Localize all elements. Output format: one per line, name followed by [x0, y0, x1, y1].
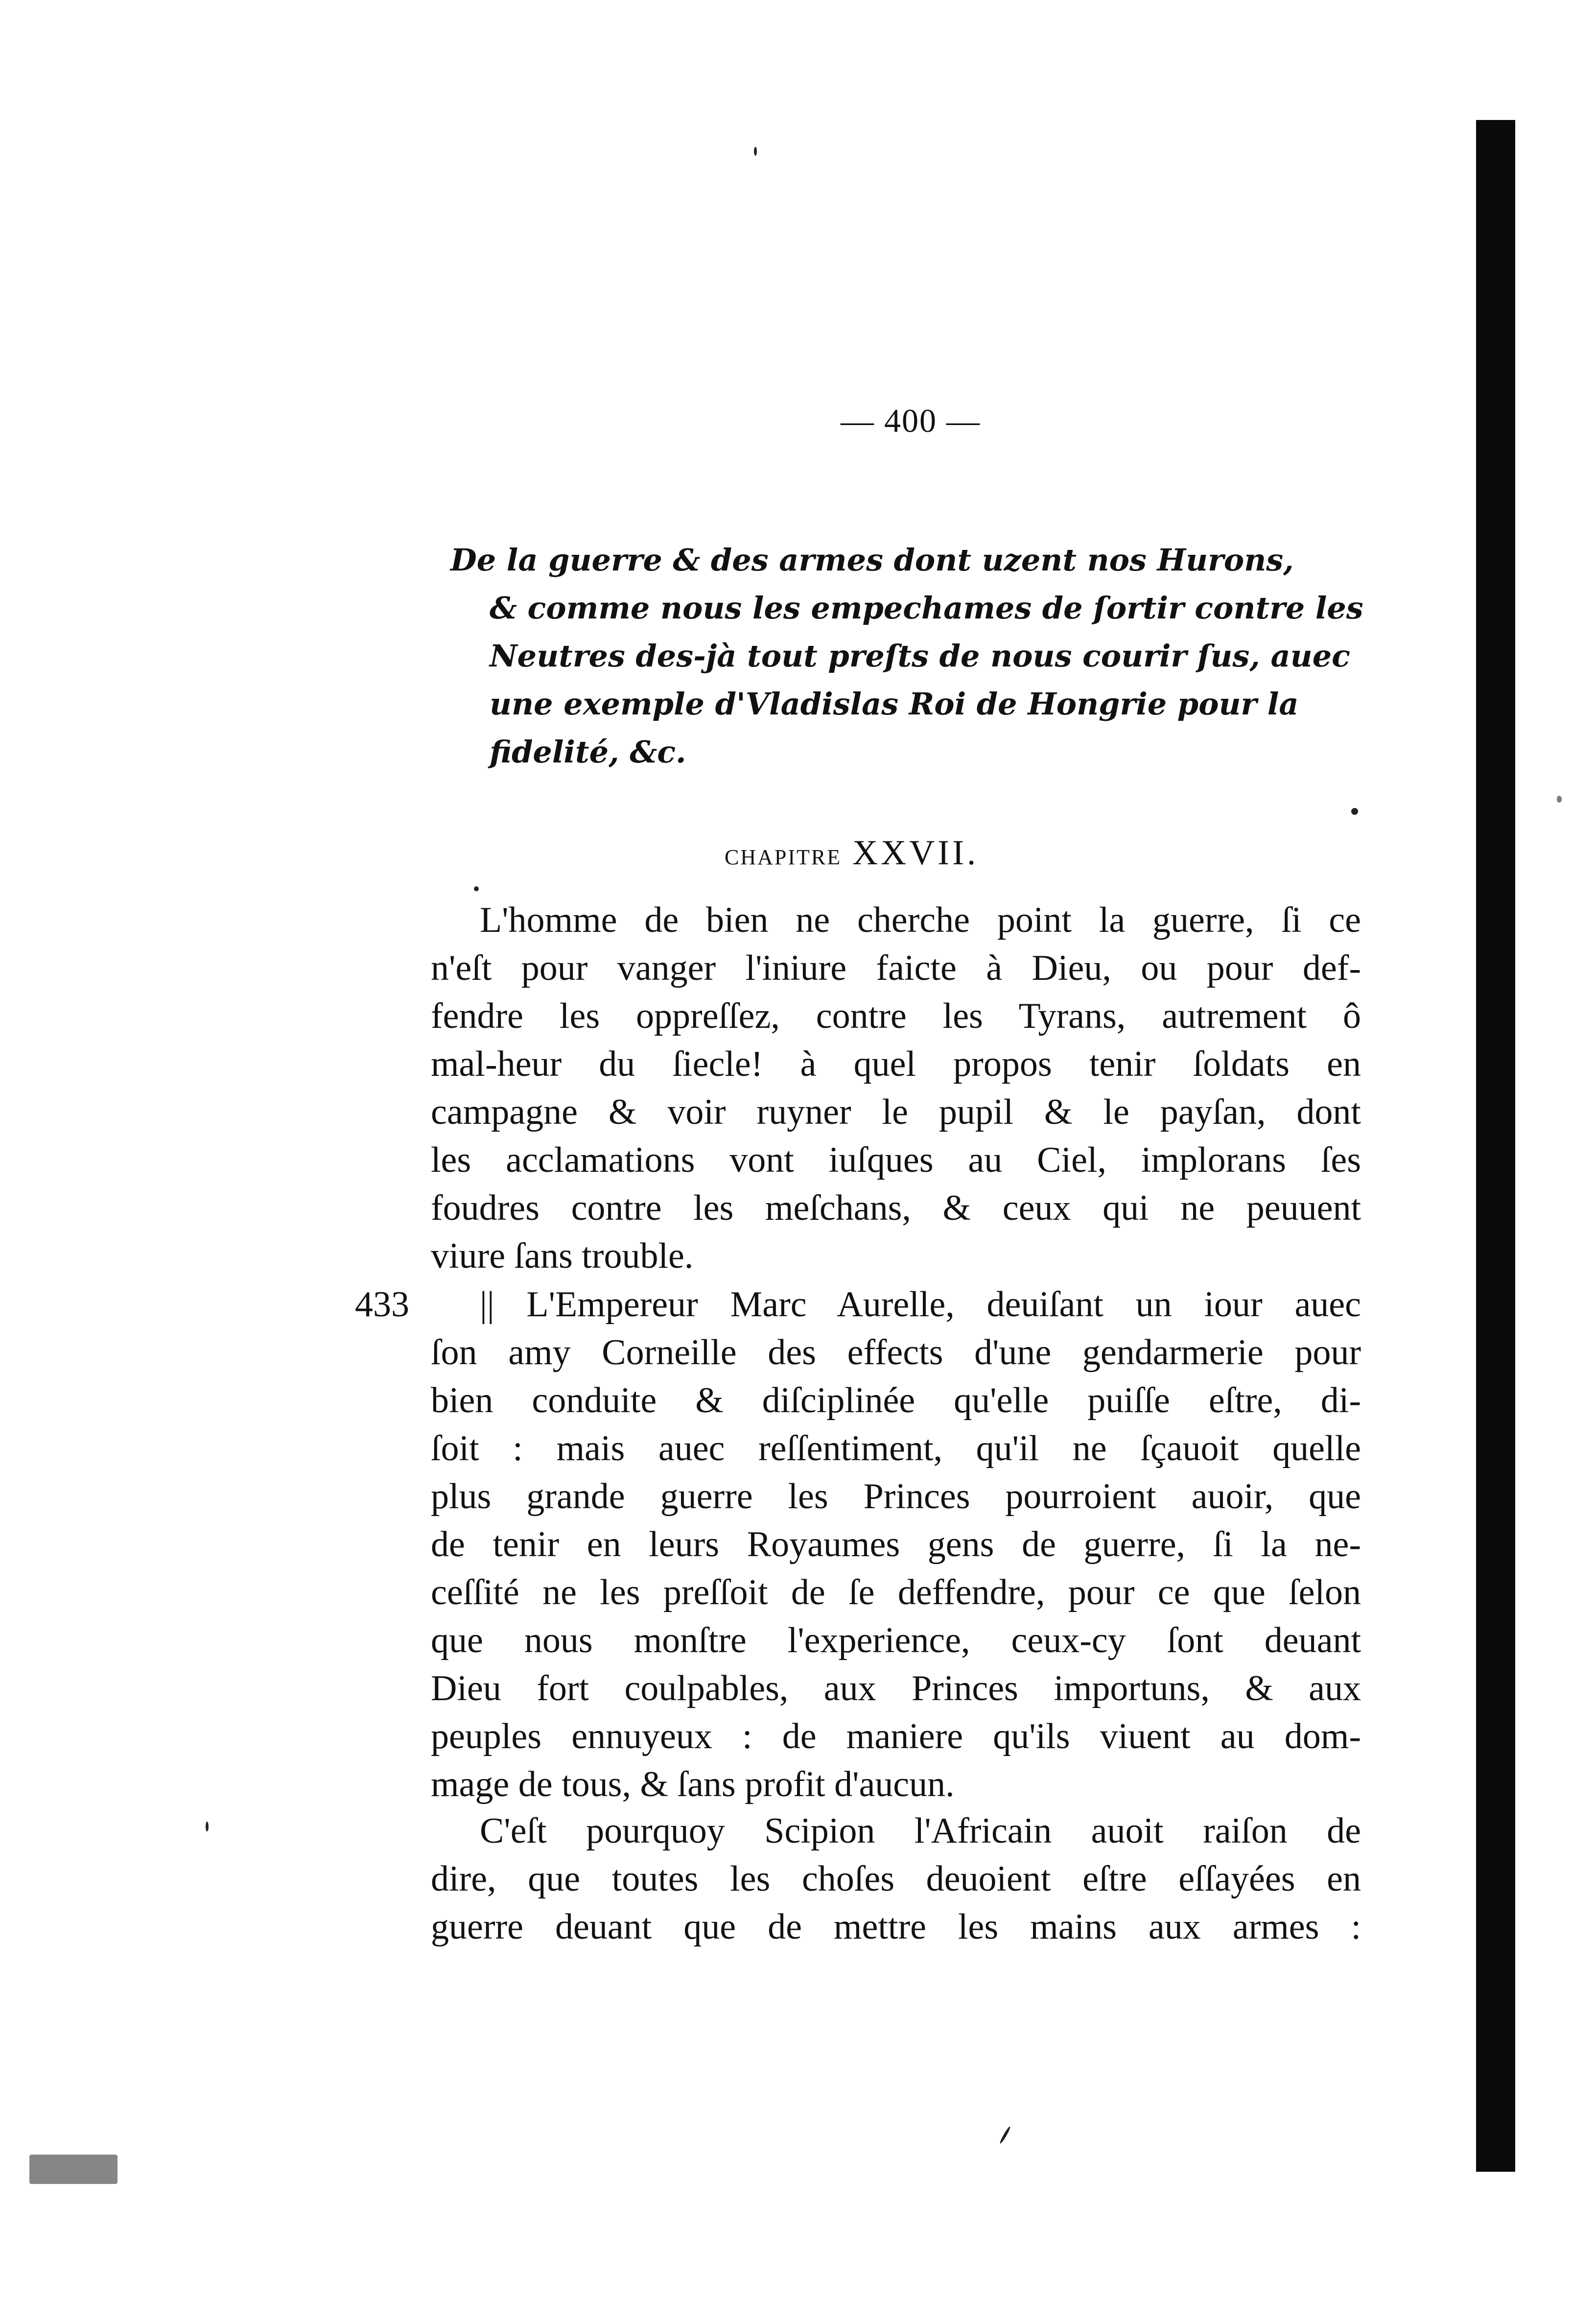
page-number: — 400 —: [841, 402, 981, 439]
chapter-number: XXVII.: [852, 833, 979, 872]
text-line: que nous monſtre l'experience, ceux-cy ſont deuant: [431, 1620, 1361, 1661]
paragraph-2: [431, 1281, 1361, 1808]
heading-line: De la guerre & des armes dont uzent nos Hurons,: [450, 542, 1294, 578]
text-line: ſon amy Corneille des effects d'une gendarmerie pour: [431, 1332, 1361, 1373]
chapter-label: CHAPITRE: [725, 845, 842, 869]
paragraph-1: [431, 896, 1361, 1280]
scan-speck: [754, 147, 757, 156]
scan-speck: [206, 1822, 209, 1831]
text-line: mage de tous, & ſans profit d'aucun.: [431, 1764, 955, 1804]
text-line: campagne & voir ruyner le pupil & le payſan, dont: [431, 1092, 1361, 1132]
text-line: les acclamations vont iuſques au Ciel, implorans ſes: [431, 1140, 1361, 1180]
scan-speck: [1557, 796, 1562, 803]
chapter-summary-heading: [450, 536, 1371, 776]
text-line: plus grande guerre les Princes pourroient auoir, que: [431, 1476, 1361, 1517]
binding-edge: [1476, 120, 1515, 2172]
heading-line: fidelité, &c.: [490, 734, 686, 770]
scan-speck: [999, 2126, 1011, 2144]
heading-line: Neutres des-jà tout preſts de nous courir ſus, auec: [490, 638, 1350, 674]
text-line: de tenir en leurs Royaumes gens de guerre, ſi la ne-: [431, 1524, 1361, 1565]
text-line: n'eſt pour vanger l'iniure faicte à Dieu, ou pour def-: [431, 948, 1361, 988]
text-line: viure ſans trouble.: [431, 1236, 694, 1276]
text-line: ceſſité ne les preſſoit de ſe deffendre, pour ce que ſelon: [431, 1572, 1361, 1613]
scan-speck: [1351, 808, 1358, 815]
text-line: foudres contre les meſchans, & ceux qui ne peuuent: [431, 1188, 1361, 1228]
scan-speck: [474, 886, 479, 891]
text-line: dire, que toutes les choſes deuoient eſtre eſſayées en: [431, 1859, 1361, 1899]
text-line: peuples ennuyeux : de maniere qu'ils viuent au dom-: [431, 1716, 1361, 1756]
text-line: C'eſt pourquoy Scipion l'Africain auoit raiſon de: [480, 1811, 1361, 1851]
text-line: bien conduite & diſciplinée qu'elle puiſſe eſtre, di-: [431, 1380, 1361, 1421]
heading-line: & comme nous les empechames de ſortir contre les: [490, 590, 1363, 626]
text-line: Dieu fort coulpables, aux Princes importuns, & aux: [431, 1668, 1361, 1709]
text-line: ſoit : mais auec reſſentiment, qu'il ne ſçauoit quelle: [431, 1428, 1361, 1469]
paragraph-3: [431, 1807, 1361, 1951]
scan-speck: [29, 2155, 117, 2184]
text-line: || L'Empereur Marc Aurelle, deuiſant un iour auec: [480, 1284, 1361, 1325]
margin-page-reference: 433: [355, 1284, 409, 1325]
text-line: L'homme de bien ne cherche point la guerre, ſi ce: [480, 900, 1361, 940]
text-line: fendre les oppreſſez, contre les Tyrans, autrement ô: [431, 996, 1361, 1036]
text-line: guerre deuant que de mettre les mains aux armes :: [431, 1907, 1361, 1947]
heading-line: une exemple d'Vladislas Roi de Hongrie pour la: [490, 686, 1299, 722]
text-line: mal-heur du ſiecle! à quel propos tenir ſoldats en: [431, 1044, 1361, 1084]
chapter-title: [725, 832, 1165, 873]
